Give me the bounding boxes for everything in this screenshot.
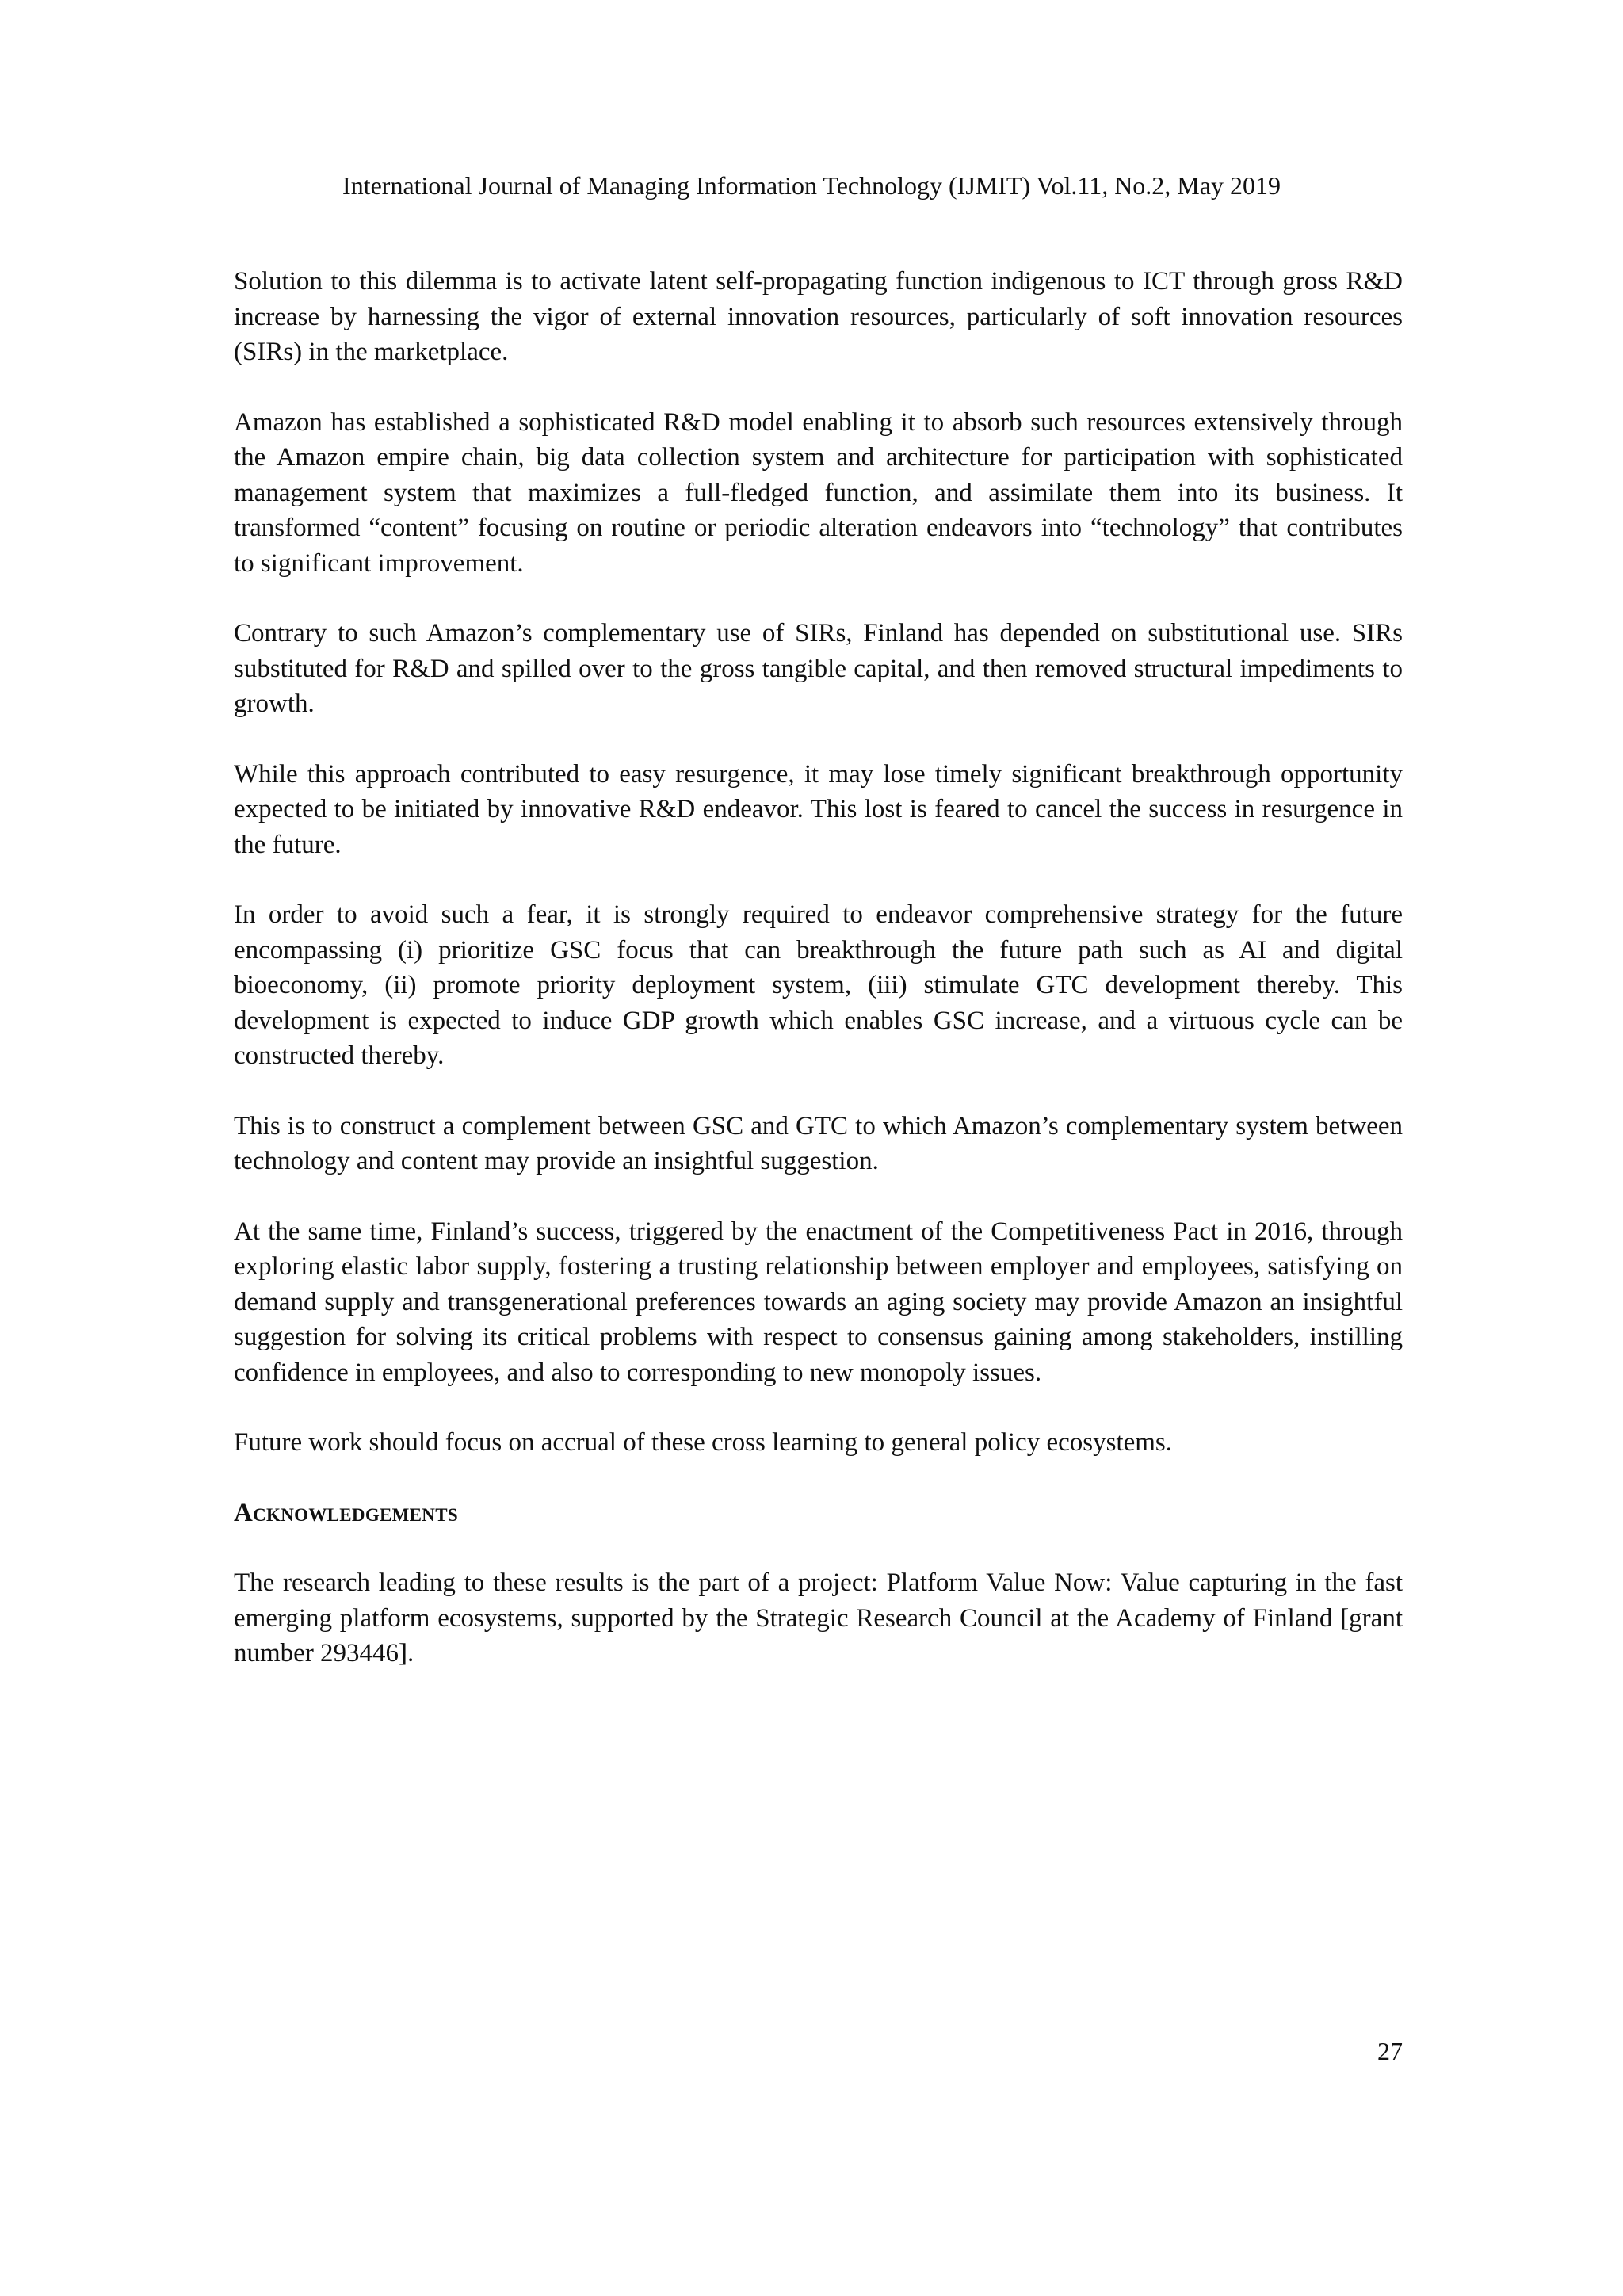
paragraph-strategy: In order to avoid such a fear, it is strongly required to endeavor comprehensive strategy for the future encompassing (i) prioritize GSC focus that can breakthrough the future path such as AI and digital bioeconomy, (ii) promote priority deployment system, (iii) stimulate GTC development thereby. This development is expected to induce GDP growth which enables GSC increase, and a virtuous cycle can be constructed thereby. bbox=[234, 900, 1403, 1070]
acknowledgements-heading: Acknowledgements bbox=[234, 1498, 458, 1527]
body-text bbox=[234, 264, 1403, 1706]
paragraph-complement: This is to construct a complement between GSC and GTC to which Amazon’s complementary system between technology and content may provide an insightful suggestion. bbox=[234, 1111, 1403, 1175]
paragraph-finland-success: At the same time, Finland’s success, triggered by the enactment of the Competitiveness Pact in 2016, through exploring elastic labor supply, fostering a trusting relationship between employer and employees, satisfying on demand supply and transgenerational preferences towards an aging society may provide Amazon an insightful suggestion for solving its critical problems with respect to consensus gaining among stakeholders, instilling confidence in employees, and also to corresponding to new monopoly issues. bbox=[234, 1217, 1403, 1387]
paragraph-future-work: Future work should focus on accrual of these cross learning to general policy ecosystems. bbox=[234, 1428, 1173, 1457]
paragraph-solution: Solution to this dilemma is to activate latent self-propagating function indigenous to ICT through gross R&D increase by harnessing the vigor of external innovation resources, particularly of soft innovation resources (SIRs) in the marketplace. bbox=[234, 267, 1403, 366]
paragraph-amazon-model: Amazon has established a sophisticated R&D model enabling it to absorb such resources extensively through the Amazon empire chain, big data collection system and architecture for participation with sophisticated management system that maximizes a full-fledged function, and assimilate them into its business. It transformed “content” focusing on routine or periodic alteration endeavors into “technology” that contributes to significant improvement. bbox=[234, 407, 1403, 578]
running-header: International Journal of Managing Information Technology (IJMIT) Vol.11, No.2, May 2019 bbox=[342, 171, 1281, 200]
acknowledgements-text: The research leading to these results is the part of a project: Platform Value Now: Value capturing in the fast emerging platform ecosystems, supported by the Strategic Research Council at the Academy of Finland [grant number 293446]. bbox=[234, 1568, 1403, 1668]
paragraph-resurgence: While this approach contributed to easy resurgence, it may lose timely significant breakthrough opportunity expected to be initiated by innovative R&D endeavor. This lost is feared to cancel the success in resurgence in the future. bbox=[234, 759, 1403, 859]
page-number: 27 bbox=[1377, 2037, 1403, 2065]
paragraph-finland-substitution: Contrary to such Amazon’s complementary use of SIRs, Finland has depended on substitutional use. SIRs substituted for R&D and spilled over to the gross tangible capital, and then removed structural impediments to growth. bbox=[234, 619, 1403, 718]
